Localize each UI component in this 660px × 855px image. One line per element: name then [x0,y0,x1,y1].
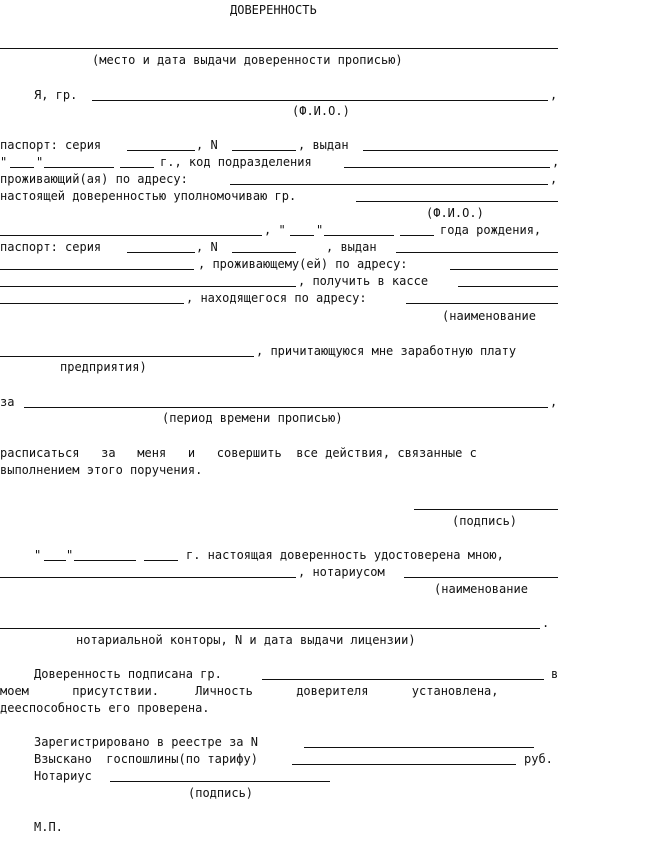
blank-signed-by[interactable] [262,679,544,680]
blank-issue-year[interactable] [120,167,154,168]
hint-place-date: (место и дата выдачи доверенности прописью) [92,53,403,67]
label-passport-series: паспорт: серия [0,138,102,152]
blank-address-2-cont[interactable] [0,286,296,287]
blank-birth-month[interactable] [324,235,394,236]
blank-office-name[interactable] [0,628,540,629]
blank-principal-name[interactable] [92,100,548,101]
blank-division-code[interactable] [344,167,550,168]
hint-signature-2: (подпись) [188,786,254,800]
label-address-1: проживающий(ая) по адресу: [0,172,188,186]
text-authority: расписаться за меня и совершить все действия, связанные с [0,446,477,460]
blank-passport-number-2[interactable] [232,252,296,253]
blank-org-address[interactable] [406,303,558,304]
blank-fee[interactable] [292,764,516,765]
blank-notary-signature[interactable] [110,781,330,782]
seal-place: М.П. [34,820,63,834]
blank-passport-issued[interactable] [363,150,558,151]
blank-address-2[interactable] [450,269,558,270]
blank-issue-month[interactable] [44,167,114,168]
document-title: ДОВЕРЕННОСТЬ [230,3,317,17]
label-authorize: настоящей доверенностью уполномочиваю гр. [0,189,297,203]
blank-period[interactable] [24,407,548,408]
label-signed-by: Доверенность подписана гр. [34,667,222,681]
blank-passport-issued-2[interactable] [396,252,558,253]
text-presence: моем присутствии. Личность доверителя установлена, [0,684,499,698]
blank-place-date[interactable] [0,48,558,49]
hint-fio-1: (Ф.И.О.) [292,104,350,118]
text-authority-cont: выполнением этого поручения. [0,463,203,477]
text-capacity: дееспособность его проверена. [0,701,210,715]
label-passport-series-2: паспорт: серия [0,240,102,254]
blank-cert-day[interactable] [44,560,66,561]
blank-cashier[interactable] [458,286,558,287]
label-fee: Взыскано госпошлины(по тарифу) [34,752,258,766]
blank-passport-number[interactable] [232,150,296,151]
label-registry: Зарегистрировано в реестре за N [34,735,258,749]
blank-principal-signature[interactable] [414,509,558,510]
blank-birth-day[interactable] [290,235,314,236]
hint-license: нотариальной конторы, N и дата выдачи лицензии) [76,633,416,647]
blank-registry-number[interactable] [304,747,534,748]
blank-passport-issued-2-cont[interactable] [0,269,194,270]
hint-org-name: (наименование [442,309,536,323]
blank-cert-year[interactable] [144,560,178,561]
hint-office-name: (наименование [434,582,528,596]
blank-cashier-cont[interactable] [0,303,184,304]
blank-issue-day[interactable] [10,167,34,168]
blank-cert-month[interactable] [74,560,136,561]
label-period: за [0,395,15,409]
blank-cert-place[interactable] [0,577,296,578]
blank-attorney-name-1[interactable] [356,201,558,202]
hint-fio-2: (Ф.И.О.) [426,206,484,220]
label-principal: Я, гр. [34,88,78,102]
hint-enterprise: предприятия) [60,360,147,374]
blank-passport-series-2[interactable] [127,252,195,253]
blank-org-name[interactable] [0,356,254,357]
blank-birth-year[interactable] [400,235,434,236]
blank-address-1[interactable] [230,184,548,185]
blank-attorney-name-2[interactable] [0,235,262,236]
label-notary: Нотариус [34,769,92,783]
hint-signature-1: (подпись) [452,514,518,528]
blank-notary-name[interactable] [404,577,558,578]
hint-period: (период времени прописью) [162,411,343,425]
blank-passport-series[interactable] [127,150,195,151]
